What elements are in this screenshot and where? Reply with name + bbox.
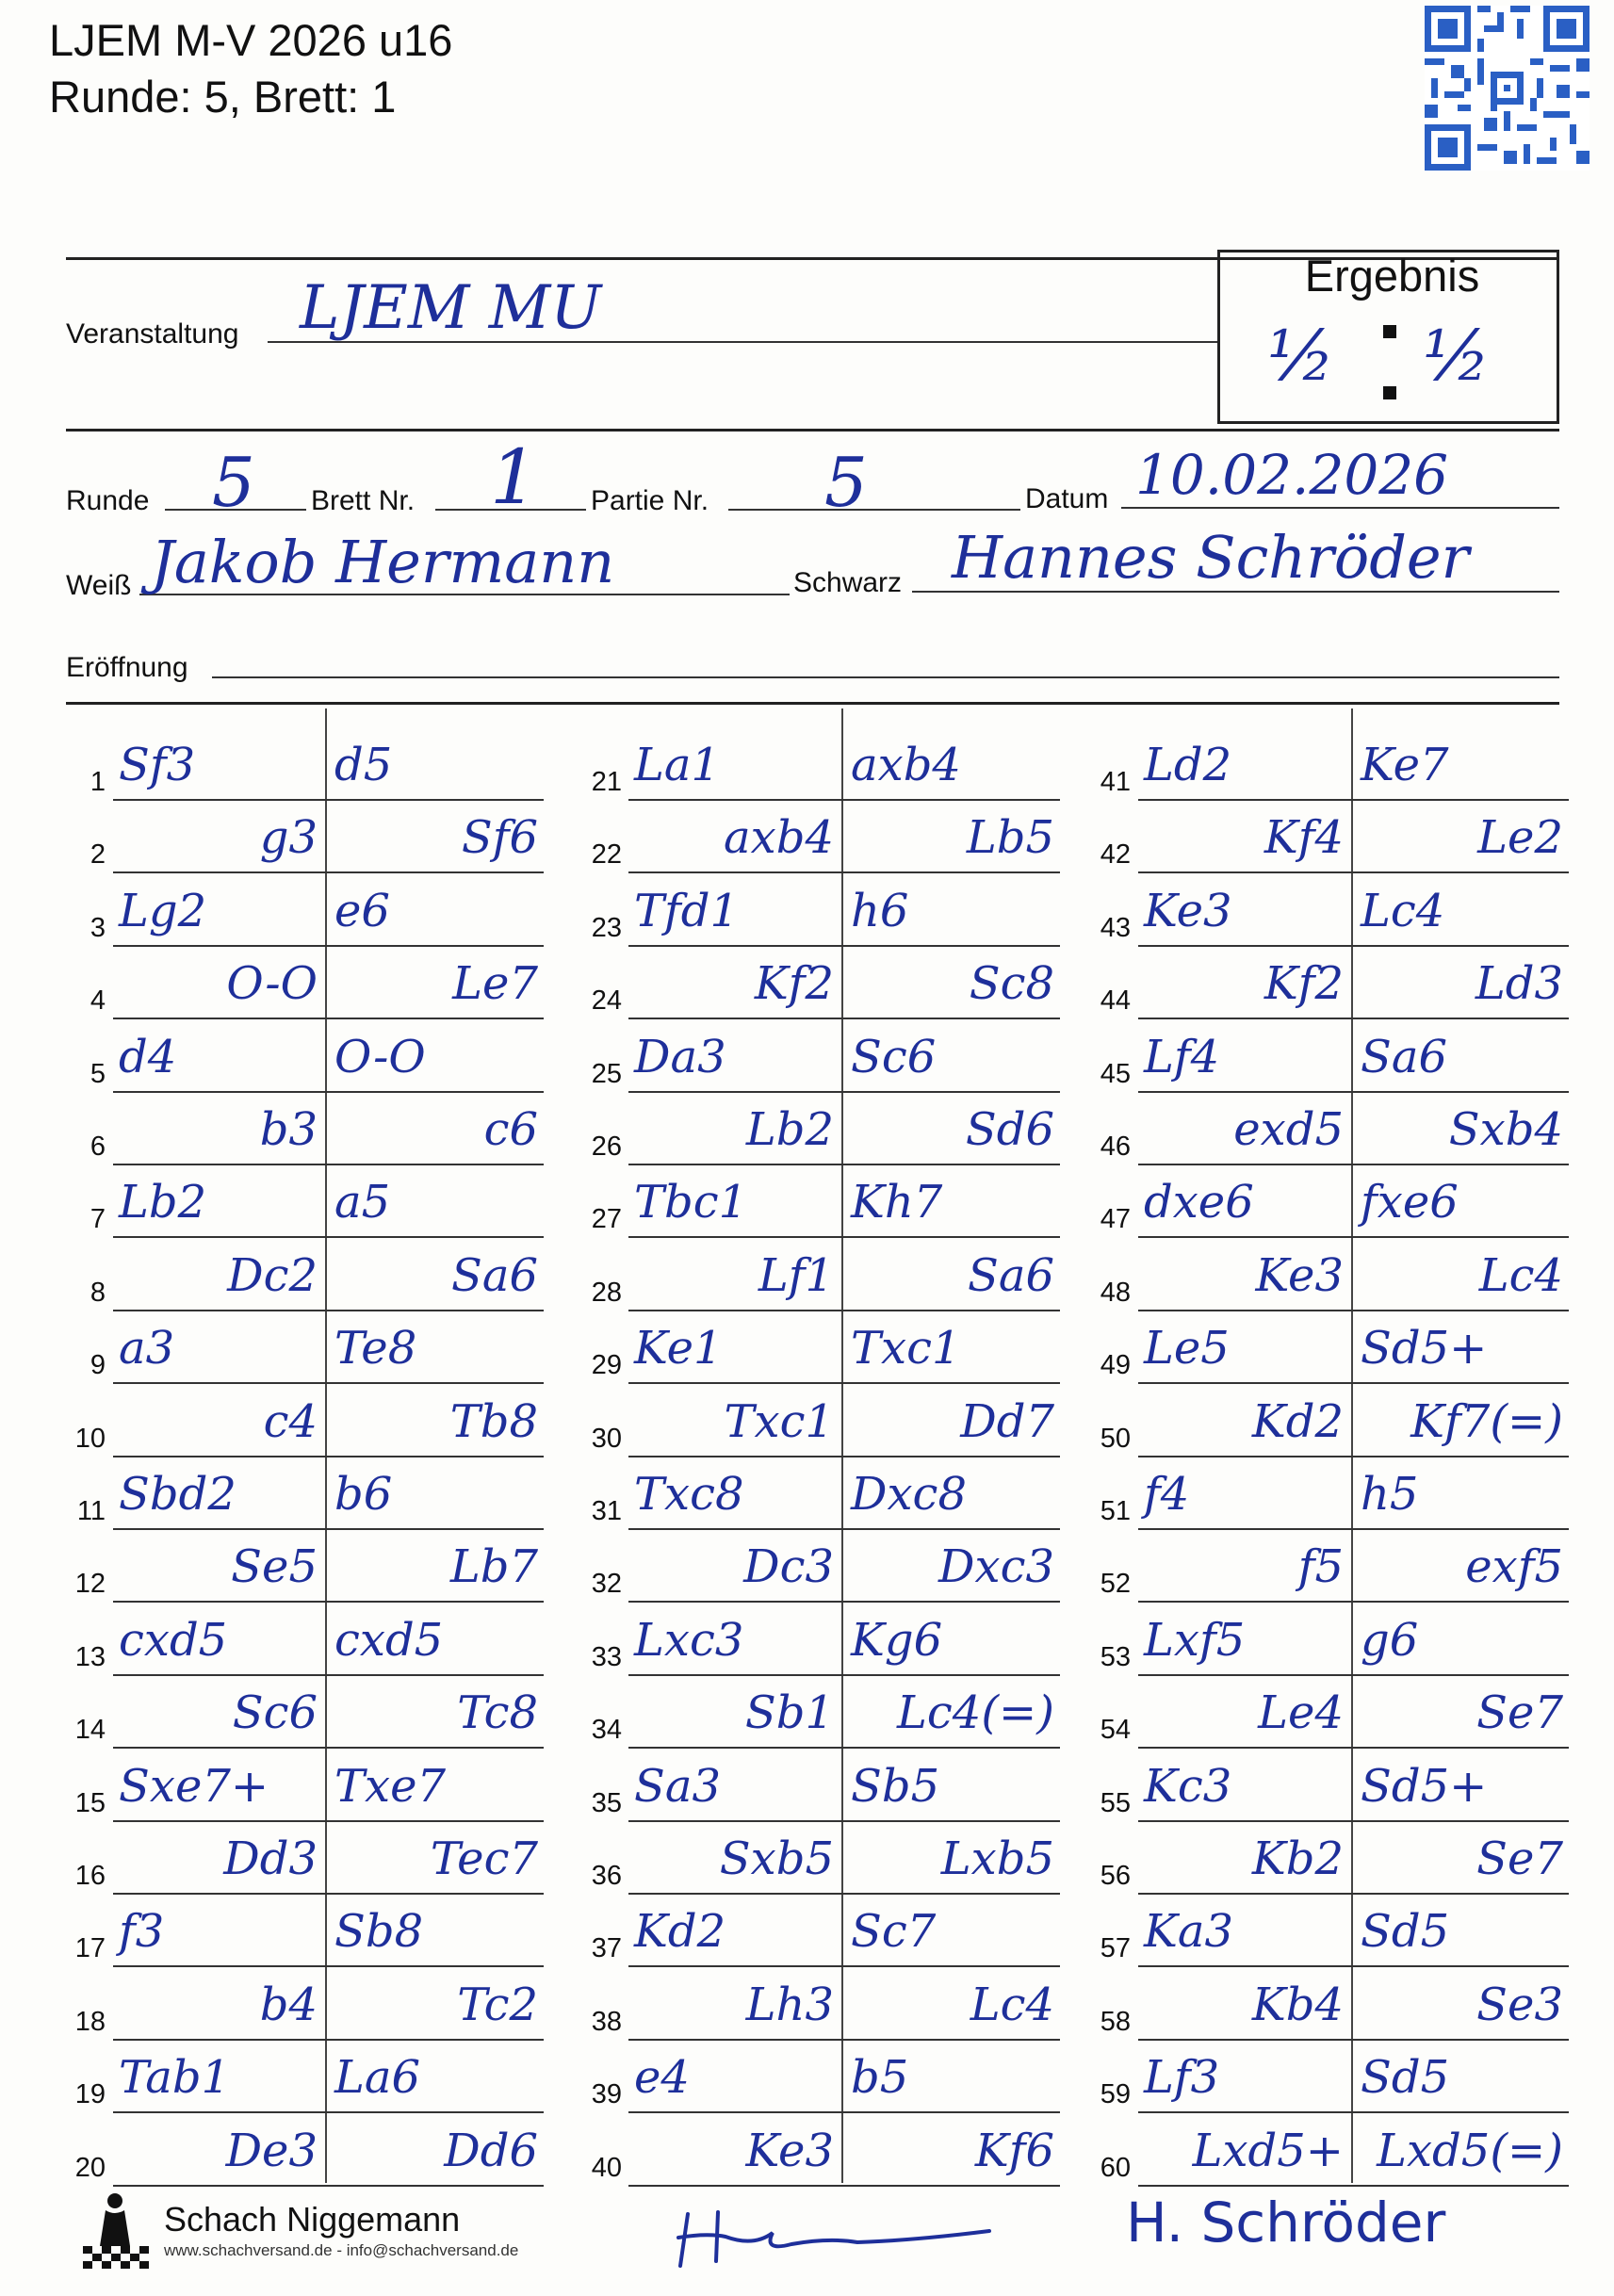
partie-value: 5 <box>824 443 868 522</box>
move-number: 57 <box>1100 1933 1131 1963</box>
move-number: 10 <box>74 1424 106 1454</box>
move-row-line <box>1138 1893 1569 1895</box>
move-number: 32 <box>591 1569 622 1599</box>
white-move: Lxc3 <box>634 1614 744 1667</box>
move-number: 16 <box>74 1861 106 1891</box>
form-bottom-rule <box>66 702 1559 705</box>
black-move: axb4 <box>851 739 961 791</box>
eroeffnung-label: Eröffnung <box>66 652 188 683</box>
veranstaltung-label: Veranstaltung <box>66 318 239 350</box>
black-move: Se3 <box>1476 1978 1563 2031</box>
white-move: Le4 <box>1258 1686 1344 1739</box>
black-move: La6 <box>334 2051 421 2104</box>
white-move: Ke3 <box>1255 1249 1344 1302</box>
black-move: Sb8 <box>334 1905 424 1958</box>
brett-value: 1 <box>490 433 538 521</box>
runde-label: Runde <box>66 485 150 516</box>
move-row-line <box>628 1236 1060 1238</box>
move-row-line <box>1138 1601 1569 1603</box>
white-move: Sa3 <box>634 1760 722 1813</box>
black-move: g6 <box>1361 1614 1419 1667</box>
white-move: Tab1 <box>119 2051 231 2104</box>
move-number: 38 <box>591 2007 622 2037</box>
move-row-line <box>1138 2111 1569 2113</box>
white-move: exd5 <box>1233 1103 1344 1156</box>
white-move: Lf3 <box>1144 2051 1220 2104</box>
move-row-line <box>628 1310 1060 1311</box>
white-move: Txc1 <box>724 1395 834 1448</box>
move-row-line <box>113 1091 544 1093</box>
black-move: Ke7 <box>1361 739 1449 791</box>
move-row-line <box>113 1965 544 1967</box>
move-row-line <box>628 945 1060 947</box>
brand-name: Schach Niggemann <box>164 2200 461 2239</box>
white-move: Dd3 <box>223 1832 318 1885</box>
white-move: Kf2 <box>754 957 834 1010</box>
move-row-line <box>1138 2185 1569 2187</box>
white-move: b4 <box>259 1978 318 2031</box>
move-number: 19 <box>74 2079 106 2109</box>
white-move: Ke3 <box>1144 885 1232 937</box>
black-move: a5 <box>334 1176 391 1229</box>
move-number: 33 <box>591 1642 622 1672</box>
white-move: Kd2 <box>1251 1395 1344 1448</box>
black-move: Lb7 <box>449 1540 538 1593</box>
move-row-line <box>113 1236 544 1238</box>
black-move: Txc1 <box>851 1322 961 1375</box>
move-number: 47 <box>1100 1204 1131 1234</box>
white-move: axb4 <box>724 811 834 864</box>
move-number: 28 <box>591 1278 622 1308</box>
move-number: 56 <box>1100 1861 1131 1891</box>
white-move: Dc2 <box>227 1249 318 1302</box>
move-number: 22 <box>591 839 622 870</box>
move-row-line <box>628 1965 1060 1967</box>
move-number: 20 <box>74 2153 106 2183</box>
black-move: Kf7(=) <box>1410 1395 1563 1448</box>
black-move: Sc7 <box>851 1905 937 1958</box>
white-move: a3 <box>119 1322 175 1375</box>
move-row-line <box>628 1456 1060 1457</box>
partie-line <box>728 509 1020 511</box>
move-row-line <box>1138 799 1569 801</box>
black-move: Tb8 <box>449 1395 538 1448</box>
black-move: Dxc3 <box>938 1540 1054 1593</box>
move-number: 52 <box>1100 1569 1131 1599</box>
black-move: Sd5+ <box>1361 1760 1488 1813</box>
move-number: 24 <box>591 985 622 1016</box>
move-number: 25 <box>591 1059 622 1089</box>
move-number: 3 <box>90 913 106 943</box>
move-number: 34 <box>591 1715 622 1745</box>
black-move: Kh7 <box>851 1176 943 1229</box>
move-row-line <box>1138 1310 1569 1311</box>
black-move: b6 <box>334 1468 393 1521</box>
move-number: 39 <box>591 2079 622 2109</box>
black-move: Lb5 <box>966 811 1054 864</box>
move-number: 27 <box>591 1204 622 1234</box>
black-move: Dd6 <box>444 2125 538 2177</box>
move-row-line <box>628 2185 1060 2187</box>
white-move: c4 <box>263 1395 318 1448</box>
white-move: Lh3 <box>745 1978 834 2031</box>
black-move: Se7 <box>1476 1832 1563 1885</box>
white-move: Ka3 <box>1144 1905 1234 1958</box>
move-row-line <box>113 1310 544 1311</box>
white-move: Lb2 <box>745 1103 834 1156</box>
result-white: ½ <box>1267 316 1335 397</box>
move-row-line <box>628 1674 1060 1676</box>
white-signature <box>669 2195 1008 2271</box>
move-number: 26 <box>591 1132 622 1162</box>
move-row-line <box>628 1601 1060 1603</box>
white-move: dxe6 <box>1144 1176 1254 1229</box>
move-number: 23 <box>591 913 622 943</box>
move-row-line <box>113 2111 544 2113</box>
white-move: De3 <box>225 2125 318 2177</box>
move-row-line <box>113 1747 544 1749</box>
move-number: 31 <box>591 1496 622 1526</box>
brett-label: Brett Nr. <box>311 485 416 516</box>
black-move: O-O <box>334 1031 426 1083</box>
move-number: 18 <box>74 2007 106 2037</box>
move-number: 50 <box>1100 1424 1131 1454</box>
white-move: Lg2 <box>119 885 207 937</box>
black-move: Sd5 <box>1361 2051 1450 2104</box>
black-move: Dxc8 <box>851 1468 967 1521</box>
move-row-line <box>628 1820 1060 1822</box>
black-move: Lxd5(=) <box>1377 2125 1563 2177</box>
white-move: Txc8 <box>634 1468 744 1521</box>
move-number: 11 <box>76 1496 106 1526</box>
black-move: Lc4 <box>970 1978 1054 2031</box>
veranstaltung-value: LJEM MU <box>300 273 602 343</box>
white-move: Kd2 <box>634 1905 726 1958</box>
move-number: 9 <box>90 1350 106 1380</box>
move-number: 8 <box>90 1278 106 1308</box>
move-row-line <box>1138 1164 1569 1165</box>
white-move: La1 <box>634 739 721 791</box>
black-move: Kg6 <box>851 1614 943 1667</box>
white-move: Le5 <box>1144 1322 1230 1375</box>
black-move: Dd7 <box>960 1395 1054 1448</box>
move-number: 12 <box>74 1569 106 1599</box>
black-move: Tc8 <box>457 1686 538 1739</box>
move-number: 58 <box>1100 2007 1131 2037</box>
black-move: Sxb4 <box>1448 1103 1563 1156</box>
white-move: g3 <box>259 811 318 864</box>
move-row-line <box>1138 2039 1569 2041</box>
move-number: 1 <box>90 767 106 797</box>
move-row-line <box>113 1018 544 1019</box>
black-move: Sd5+ <box>1361 1322 1488 1375</box>
white-move: e4 <box>634 2051 690 2104</box>
schwarz-value: Hannes Schröder <box>952 523 1470 592</box>
move-row-line <box>628 1747 1060 1749</box>
qr-code <box>1425 6 1590 171</box>
black-move: Le7 <box>452 957 538 1010</box>
move-number: 51 <box>1100 1496 1131 1526</box>
white-move: cxd5 <box>119 1614 228 1667</box>
move-number: 29 <box>591 1350 622 1380</box>
move-number: 42 <box>1100 839 1131 870</box>
white-move: f4 <box>1144 1468 1190 1521</box>
move-number: 55 <box>1100 1788 1131 1818</box>
white-move: Ke1 <box>634 1322 723 1375</box>
move-row-line <box>1138 1528 1569 1530</box>
white-move: Kb2 <box>1251 1832 1344 1885</box>
move-number: 4 <box>90 985 106 1016</box>
move-row-line <box>113 1456 544 1457</box>
white-move: Lf1 <box>758 1249 834 1302</box>
black-move: Sa6 <box>450 1249 538 1302</box>
white-move: Kf4 <box>1263 811 1344 864</box>
black-move: h6 <box>851 885 909 937</box>
move-row-line <box>628 799 1060 801</box>
black-move: Le2 <box>1477 811 1563 864</box>
move-number: 43 <box>1100 913 1131 943</box>
weiss-value: Jakob Hermann <box>151 528 615 596</box>
ergebnis-label: Ergebnis <box>1304 251 1480 301</box>
white-move: Tbc1 <box>634 1176 748 1229</box>
move-row-line <box>113 945 544 947</box>
black-move: Sb5 <box>851 1760 940 1813</box>
white-move: Dc3 <box>743 1540 834 1593</box>
black-move: Sc6 <box>851 1031 937 1083</box>
white-move: Sxb5 <box>719 1832 834 1885</box>
move-number: 60 <box>1100 2153 1131 2183</box>
black-move: fxe6 <box>1361 1176 1459 1229</box>
move-number: 45 <box>1100 1059 1131 1089</box>
move-row-line <box>1138 945 1569 947</box>
black-move: Tec7 <box>430 1832 538 1885</box>
white-move: Lb2 <box>119 1176 207 1229</box>
partie-label: Partie Nr. <box>591 485 709 516</box>
white-move: Lxf5 <box>1144 1614 1246 1667</box>
datum-label: Datum <box>1025 483 1109 514</box>
move-row-line <box>1138 871 1569 873</box>
move-row-line <box>113 871 544 873</box>
move-row-line <box>1138 1820 1569 1822</box>
move-number: 49 <box>1100 1350 1131 1380</box>
datum-line <box>1121 507 1559 509</box>
move-number: 6 <box>90 1132 106 1162</box>
black-move: h5 <box>1361 1468 1419 1521</box>
move-row-line <box>1138 1018 1569 1019</box>
white-move: b3 <box>259 1103 318 1156</box>
move-row-line <box>628 1018 1060 1019</box>
black-move: Ld3 <box>1475 957 1563 1010</box>
move-row-line <box>113 1674 544 1676</box>
white-move: Kc3 <box>1144 1760 1232 1813</box>
result-colon-top <box>1383 325 1396 338</box>
move-number: 46 <box>1100 1132 1131 1162</box>
black-move: b5 <box>851 2051 909 2104</box>
move-number: 48 <box>1100 1278 1131 1308</box>
move-number: 35 <box>591 1788 622 1818</box>
move-row-line <box>628 1091 1060 1093</box>
move-number: 13 <box>74 1642 106 1672</box>
white-move: Tfd1 <box>634 885 740 937</box>
schwarz-label: Schwarz <box>793 567 903 598</box>
move-number: 40 <box>591 2153 622 2183</box>
move-row-line <box>628 1528 1060 1530</box>
black-move: Lxb5 <box>940 1832 1054 1885</box>
move-row-line <box>1138 1091 1569 1093</box>
sheet-title: LJEM M-V 2026 u16 <box>49 15 453 65</box>
move-number: 14 <box>74 1715 106 1745</box>
black-move: Sc8 <box>969 957 1054 1010</box>
move-column-divider <box>325 708 327 2183</box>
black-move: Te8 <box>334 1322 417 1375</box>
move-row-line <box>1138 1382 1569 1384</box>
move-row-line <box>113 799 544 801</box>
result-box-bottom <box>1217 421 1559 424</box>
datum-value: 10.02.2026 <box>1135 443 1449 507</box>
move-row-line <box>1138 1965 1569 1967</box>
black-move: Tc2 <box>457 1978 538 2031</box>
black-move: Se7 <box>1476 1686 1563 1739</box>
black-move: d5 <box>334 739 393 791</box>
white-move: Da3 <box>634 1031 726 1083</box>
white-move: f5 <box>1297 1540 1344 1593</box>
black-move: Lc4 <box>1478 1249 1563 1302</box>
black-move: exf5 <box>1465 1540 1563 1593</box>
move-row-line <box>113 1382 544 1384</box>
move-row-line <box>628 871 1060 873</box>
white-move: Sc6 <box>232 1686 318 1739</box>
white-move: Ke3 <box>745 2125 834 2177</box>
move-number: 2 <box>90 839 106 870</box>
black-move: cxd5 <box>334 1614 444 1667</box>
black-move: Lc4 <box>1361 885 1445 937</box>
move-number: 7 <box>90 1204 106 1234</box>
white-move: Ld2 <box>1144 739 1232 791</box>
black-signature: H. Schröder <box>1126 2190 1446 2255</box>
runde-value: 5 <box>212 443 255 522</box>
move-number: 53 <box>1100 1642 1131 1672</box>
move-row-line <box>1138 1747 1569 1749</box>
move-row-line <box>628 1164 1060 1165</box>
black-move: Sf6 <box>461 811 538 864</box>
move-row-line <box>628 1893 1060 1895</box>
move-row-line <box>628 2039 1060 2041</box>
move-number: 30 <box>591 1424 622 1454</box>
result-black: ½ <box>1423 316 1491 397</box>
white-move: d4 <box>119 1031 177 1083</box>
move-row-line <box>113 1893 544 1895</box>
black-move: c6 <box>483 1103 538 1156</box>
black-move: Sd6 <box>965 1103 1054 1156</box>
white-move: f3 <box>119 1905 165 1958</box>
black-move: Sd5 <box>1361 1905 1450 1958</box>
form-mid-rule <box>66 429 1559 432</box>
move-row-line <box>113 1528 544 1530</box>
move-row-line <box>1138 1674 1569 1676</box>
white-move: Kf2 <box>1263 957 1344 1010</box>
move-column-divider <box>841 708 843 2183</box>
move-row-line <box>113 1601 544 1603</box>
move-row-line <box>113 1820 544 1822</box>
weiss-label: Weiß <box>66 570 132 601</box>
white-move: Sbd2 <box>119 1468 236 1521</box>
move-row-line <box>113 2039 544 2041</box>
move-row-line <box>113 2185 544 2187</box>
round-board-info: Runde: 5, Brett: 1 <box>49 72 397 122</box>
white-move: Kb4 <box>1251 1978 1344 2031</box>
black-move: Sa6 <box>1361 1031 1448 1083</box>
move-column-divider <box>1351 708 1353 2183</box>
black-move: Lc4(=) <box>897 1686 1054 1739</box>
move-number: 59 <box>1100 2079 1131 2109</box>
move-row-line <box>628 1382 1060 1384</box>
chess-logo-icon <box>77 2188 153 2272</box>
move-number: 37 <box>591 1933 622 1963</box>
eroeffnung-line <box>212 676 1559 678</box>
result-colon-bottom <box>1383 386 1396 399</box>
white-move: Se5 <box>231 1540 318 1593</box>
move-row-line <box>1138 1236 1569 1238</box>
move-number: 44 <box>1100 985 1131 1016</box>
white-move: Lxd5+ <box>1192 2125 1344 2177</box>
result-box-left <box>1217 250 1220 424</box>
move-number: 36 <box>591 1861 622 1891</box>
black-move: Sa6 <box>967 1249 1054 1302</box>
white-move: Sxe7+ <box>119 1760 269 1813</box>
brand-contact: www.schachversand.de - info@schachversand.de <box>164 2241 519 2259</box>
move-number: 17 <box>74 1933 106 1963</box>
black-move: Kf6 <box>974 2125 1054 2177</box>
move-number: 5 <box>90 1059 106 1089</box>
move-number: 15 <box>74 1788 106 1818</box>
move-number: 54 <box>1100 1715 1131 1745</box>
white-move: O-O <box>226 957 318 1010</box>
white-move: Sf3 <box>119 739 196 791</box>
move-number: 21 <box>591 767 622 797</box>
move-row-line <box>628 2111 1060 2113</box>
move-number: 41 <box>1100 767 1131 797</box>
black-move: Txe7 <box>334 1760 447 1813</box>
white-move: Sb1 <box>744 1686 834 1739</box>
move-row-line <box>1138 1456 1569 1457</box>
move-row-line <box>113 1164 544 1165</box>
black-move: e6 <box>334 885 390 937</box>
white-move: Lf4 <box>1144 1031 1220 1083</box>
